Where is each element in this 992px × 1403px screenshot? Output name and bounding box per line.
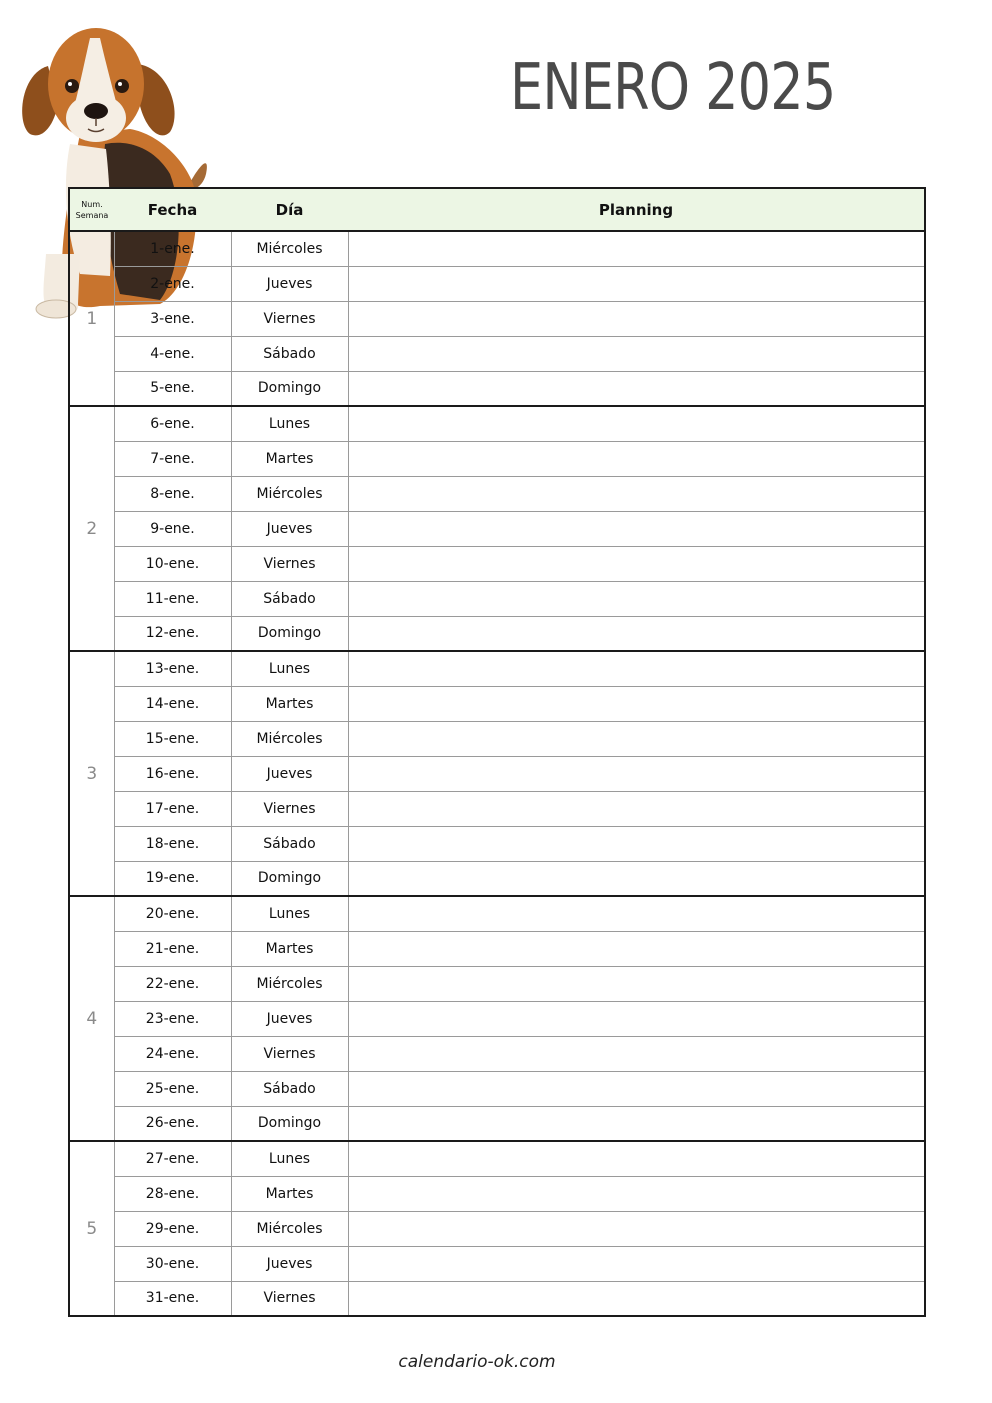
planning-cell[interactable] bbox=[348, 931, 925, 966]
date-cell: 18-ene. bbox=[114, 826, 231, 861]
planner-body bbox=[69, 231, 925, 1316]
table-row bbox=[69, 651, 925, 686]
table-row bbox=[69, 861, 925, 896]
planning-cell[interactable] bbox=[348, 476, 925, 511]
planning-cell[interactable] bbox=[348, 896, 925, 931]
day-cell: Lunes bbox=[231, 1141, 348, 1176]
day-cell: Sábado bbox=[231, 1071, 348, 1106]
date-cell: 22-ene. bbox=[114, 966, 231, 1001]
table-row bbox=[69, 1001, 925, 1036]
date-cell: 25-ene. bbox=[114, 1071, 231, 1106]
day-cell: Miércoles bbox=[231, 966, 348, 1001]
date-cell: 11-ene. bbox=[114, 581, 231, 616]
day-cell: Viernes bbox=[231, 1281, 348, 1316]
date-cell: 3-ene. bbox=[114, 301, 231, 336]
table-row bbox=[69, 266, 925, 301]
planning-cell[interactable] bbox=[348, 826, 925, 861]
date-cell: 13-ene. bbox=[114, 651, 231, 686]
day-cell: Jueves bbox=[231, 1246, 348, 1281]
day-cell: Martes bbox=[231, 931, 348, 966]
day-cell: Martes bbox=[231, 686, 348, 721]
date-cell: 6-ene. bbox=[114, 406, 231, 441]
table-row bbox=[69, 371, 925, 406]
day-cell: Miércoles bbox=[231, 1211, 348, 1246]
table-row bbox=[69, 791, 925, 826]
day-cell: Lunes bbox=[231, 896, 348, 931]
planning-cell[interactable] bbox=[348, 1036, 925, 1071]
planning-cell[interactable] bbox=[348, 441, 925, 476]
date-cell: 15-ene. bbox=[114, 721, 231, 756]
week-number-header-line2: Semana bbox=[75, 210, 109, 220]
table-row bbox=[69, 511, 925, 546]
planning-cell[interactable] bbox=[348, 371, 925, 406]
table-header-row bbox=[69, 188, 925, 231]
day-cell: Sábado bbox=[231, 336, 348, 371]
table-row bbox=[69, 931, 925, 966]
day-cell: Miércoles bbox=[231, 231, 348, 266]
planning-cell[interactable] bbox=[348, 1176, 925, 1211]
day-cell: Lunes bbox=[231, 406, 348, 441]
table-row bbox=[69, 826, 925, 861]
day-cell: Martes bbox=[231, 1176, 348, 1211]
planning-header: Planning bbox=[348, 188, 925, 231]
day-cell: Sábado bbox=[231, 826, 348, 861]
planning-cell[interactable] bbox=[348, 861, 925, 896]
date-cell: 31-ene. bbox=[114, 1281, 231, 1316]
date-cell: 1-ene. bbox=[114, 231, 231, 266]
date-cell: 17-ene. bbox=[114, 791, 231, 826]
day-cell: Domingo bbox=[231, 616, 348, 651]
planning-cell[interactable] bbox=[348, 966, 925, 1001]
table-row bbox=[69, 1176, 925, 1211]
day-cell: Domingo bbox=[231, 1106, 348, 1141]
table-row bbox=[69, 581, 925, 616]
day-cell: Lunes bbox=[231, 651, 348, 686]
week-number-header bbox=[69, 188, 114, 231]
planning-cell[interactable] bbox=[348, 756, 925, 791]
date-cell: 9-ene. bbox=[114, 511, 231, 546]
week-number: 4 bbox=[69, 896, 114, 1141]
table-row bbox=[69, 721, 925, 756]
table-row bbox=[69, 546, 925, 581]
date-cell: 7-ene. bbox=[114, 441, 231, 476]
day-cell: Domingo bbox=[231, 861, 348, 896]
table-row bbox=[69, 1281, 925, 1316]
planning-cell[interactable] bbox=[348, 266, 925, 301]
day-cell: Viernes bbox=[231, 791, 348, 826]
day-cell: Martes bbox=[231, 441, 348, 476]
day-cell: Miércoles bbox=[231, 476, 348, 511]
planning-cell[interactable] bbox=[348, 1281, 925, 1316]
date-cell: 28-ene. bbox=[114, 1176, 231, 1211]
table-row bbox=[69, 231, 925, 266]
week-number: 3 bbox=[69, 651, 114, 896]
date-cell: 16-ene. bbox=[114, 756, 231, 791]
date-cell: 29-ene. bbox=[114, 1211, 231, 1246]
planning-cell[interactable] bbox=[348, 511, 925, 546]
day-cell: Jueves bbox=[231, 266, 348, 301]
planning-cell[interactable] bbox=[348, 721, 925, 756]
table-row bbox=[69, 896, 925, 931]
table-row bbox=[69, 476, 925, 511]
planning-cell[interactable] bbox=[348, 406, 925, 441]
week-number: 5 bbox=[69, 1141, 114, 1316]
table-row bbox=[69, 406, 925, 441]
date-cell: 4-ene. bbox=[114, 336, 231, 371]
planning-cell[interactable] bbox=[348, 616, 925, 651]
table-row bbox=[69, 756, 925, 791]
date-cell: 23-ene. bbox=[114, 1001, 231, 1036]
table-row bbox=[69, 336, 925, 371]
planning-cell[interactable] bbox=[348, 686, 925, 721]
table-row bbox=[69, 1246, 925, 1281]
day-cell: Jueves bbox=[231, 756, 348, 791]
planning-cell[interactable] bbox=[348, 791, 925, 826]
date-header: Fecha bbox=[114, 188, 231, 231]
day-cell: Domingo bbox=[231, 371, 348, 406]
date-cell: 8-ene. bbox=[114, 476, 231, 511]
planning-cell[interactable] bbox=[348, 546, 925, 581]
date-cell: 24-ene. bbox=[114, 1036, 231, 1071]
date-cell: 26-ene. bbox=[114, 1106, 231, 1141]
table-row bbox=[69, 1106, 925, 1141]
table-row bbox=[69, 1071, 925, 1106]
planning-cell[interactable] bbox=[348, 301, 925, 336]
planning-cell[interactable] bbox=[348, 651, 925, 686]
week-number-header-line1: Num. bbox=[81, 199, 103, 209]
week-number: 1 bbox=[69, 231, 114, 406]
date-cell: 21-ene. bbox=[114, 931, 231, 966]
planning-cell[interactable] bbox=[348, 1106, 925, 1141]
date-cell: 2-ene. bbox=[114, 266, 231, 301]
page-title: ENERO 2025 bbox=[510, 51, 836, 125]
table-row bbox=[69, 1211, 925, 1246]
day-cell: Sábado bbox=[231, 581, 348, 616]
table-row bbox=[69, 966, 925, 1001]
day-header: Día bbox=[231, 188, 348, 231]
table-row bbox=[69, 1141, 925, 1176]
day-cell: Viernes bbox=[231, 301, 348, 336]
table-row bbox=[69, 1036, 925, 1071]
date-cell: 30-ene. bbox=[114, 1246, 231, 1281]
date-cell: 10-ene. bbox=[114, 546, 231, 581]
planning-cell[interactable] bbox=[348, 1141, 925, 1176]
planner-table bbox=[68, 187, 926, 1317]
date-cell: 12-ene. bbox=[114, 616, 231, 651]
planning-cell[interactable] bbox=[348, 1211, 925, 1246]
footer-site: calendario-ok.com bbox=[398, 1352, 556, 1372]
planning-cell[interactable] bbox=[348, 1001, 925, 1036]
day-cell: Viernes bbox=[231, 546, 348, 581]
planning-cell[interactable] bbox=[348, 1246, 925, 1281]
planning-cell[interactable] bbox=[348, 1071, 925, 1106]
day-cell: Jueves bbox=[231, 511, 348, 546]
table-row bbox=[69, 686, 925, 721]
date-cell: 20-ene. bbox=[114, 896, 231, 931]
table-row bbox=[69, 301, 925, 336]
planning-cell[interactable] bbox=[348, 231, 925, 266]
day-cell: Jueves bbox=[231, 1001, 348, 1036]
day-cell: Viernes bbox=[231, 1036, 348, 1071]
table-row bbox=[69, 441, 925, 476]
table-row bbox=[69, 616, 925, 651]
day-cell: Miércoles bbox=[231, 721, 348, 756]
date-cell: 27-ene. bbox=[114, 1141, 231, 1176]
planning-cell[interactable] bbox=[348, 581, 925, 616]
date-cell: 14-ene. bbox=[114, 686, 231, 721]
week-number: 2 bbox=[69, 406, 114, 651]
planning-cell[interactable] bbox=[348, 336, 925, 371]
date-cell: 19-ene. bbox=[114, 861, 231, 896]
date-cell: 5-ene. bbox=[114, 371, 231, 406]
